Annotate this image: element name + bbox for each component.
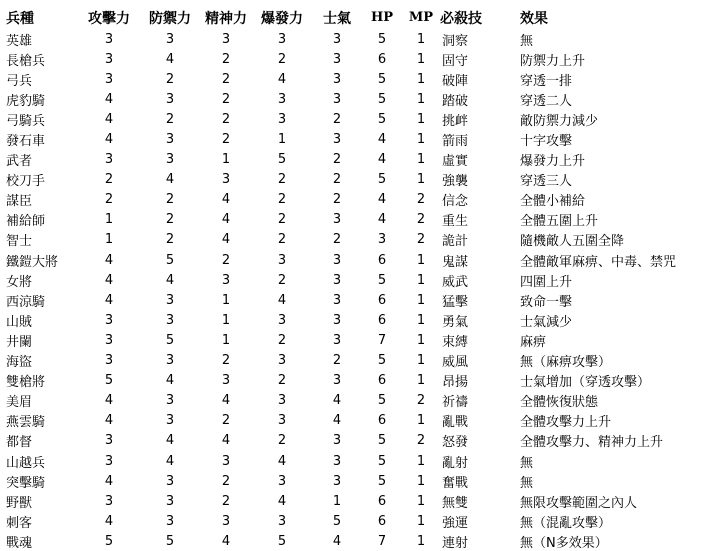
cell-effect: 隨機敵人五圍全降 [520, 234, 625, 250]
cell-spirit: 4 [221, 393, 231, 409]
cell-burst: 2 [277, 332, 287, 348]
cell-attack: 4 [104, 111, 114, 127]
cell-skill: 強襲 [442, 174, 469, 190]
cell-hp: 5 [377, 31, 387, 47]
cell-attack: 3 [104, 493, 114, 509]
cell-unit-name: 弓兵 [6, 73, 33, 89]
cell-attack: 3 [104, 51, 114, 67]
cell-spirit: 2 [221, 132, 231, 148]
cell-effect: 無（N多效果） [520, 535, 608, 551]
table-row [0, 511, 702, 531]
cell-spirit: 4 [221, 212, 231, 228]
cell-unit-name: 戰魂 [6, 535, 33, 551]
cell-spirit: 4 [221, 533, 231, 549]
cell-defense: 2 [165, 232, 175, 248]
cell-morale: 3 [332, 433, 342, 449]
cell-unit-name: 刺客 [6, 515, 33, 531]
cell-attack: 3 [104, 312, 114, 328]
header-burst: 爆發力 [261, 10, 303, 27]
cell-mp: 1 [416, 353, 426, 369]
cell-mp: 1 [416, 111, 426, 127]
cell-attack: 3 [104, 31, 114, 47]
header-skill: 必殺技 [440, 10, 482, 27]
cell-attack: 4 [104, 513, 114, 529]
table-row [0, 270, 702, 290]
cell-mp: 1 [416, 493, 426, 509]
cell-spirit: 1 [221, 292, 231, 308]
cell-morale: 3 [332, 252, 342, 268]
cell-skill: 鬼謀 [442, 254, 469, 270]
cell-mp: 1 [416, 473, 426, 489]
cell-attack: 3 [104, 71, 114, 87]
cell-defense: 3 [165, 31, 175, 47]
cell-effect: 無（混亂攻擊） [520, 515, 612, 531]
cell-spirit: 2 [221, 71, 231, 87]
cell-spirit: 2 [221, 413, 231, 429]
header-attack: 攻擊力 [88, 10, 130, 27]
cell-attack: 4 [104, 272, 114, 288]
cell-hp: 5 [377, 111, 387, 127]
cell-skill: 強運 [442, 515, 469, 531]
cell-skill: 詭計 [442, 234, 469, 250]
table-row [0, 29, 702, 49]
cell-skill: 亂戰 [442, 415, 469, 431]
cell-attack: 4 [104, 91, 114, 107]
cell-unit-name: 燕雲騎 [6, 415, 46, 431]
cell-defense: 3 [165, 353, 175, 369]
cell-morale: 3 [332, 212, 342, 228]
cell-morale: 2 [332, 172, 342, 188]
cell-defense: 4 [165, 51, 175, 67]
cell-effect: 無 [520, 455, 534, 471]
cell-spirit: 3 [221, 373, 231, 389]
cell-skill: 無雙 [442, 495, 469, 511]
cell-effect: 爆發力上升 [520, 154, 586, 170]
cell-unit-name: 都督 [6, 435, 33, 451]
cell-morale: 3 [332, 373, 342, 389]
cell-skill: 奮戰 [442, 475, 469, 491]
cell-spirit: 3 [221, 453, 231, 469]
cell-morale: 4 [332, 393, 342, 409]
cell-mp: 1 [416, 31, 426, 47]
cell-burst: 3 [277, 91, 287, 107]
cell-unit-name: 山賊 [6, 314, 33, 330]
cell-mp: 1 [416, 533, 426, 549]
cell-effect: 穿透一排 [520, 73, 573, 89]
cell-mp: 1 [416, 51, 426, 67]
cell-mp: 1 [416, 172, 426, 188]
cell-unit-name: 海盜 [6, 355, 33, 371]
cell-mp: 2 [416, 232, 426, 248]
table-row [0, 170, 702, 190]
cell-skill: 威武 [442, 274, 469, 290]
cell-spirit: 1 [221, 152, 231, 168]
cell-burst: 2 [277, 373, 287, 389]
cell-hp: 4 [377, 152, 387, 168]
cell-defense: 3 [165, 393, 175, 409]
cell-attack: 4 [104, 413, 114, 429]
header-hp: HP [370, 10, 394, 25]
cell-morale: 1 [332, 493, 342, 509]
cell-burst: 3 [277, 31, 287, 47]
cell-burst: 2 [277, 272, 287, 288]
cell-spirit: 2 [221, 51, 231, 67]
table-row [0, 391, 702, 411]
cell-defense: 4 [165, 272, 175, 288]
cell-burst: 4 [277, 453, 287, 469]
cell-spirit: 1 [221, 312, 231, 328]
cell-morale: 3 [332, 473, 342, 489]
cell-effect: 士氣減少 [520, 314, 573, 330]
table-body [0, 29, 702, 551]
cell-effect: 全體敵軍麻痹、中毒、禁咒 [520, 254, 677, 270]
cell-mp: 1 [416, 132, 426, 148]
cell-skill: 信念 [442, 194, 469, 210]
cell-skill: 連射 [442, 535, 469, 551]
cell-mp: 1 [416, 71, 426, 87]
cell-burst: 1 [277, 132, 287, 148]
table-header-row [0, 6, 702, 29]
cell-attack: 3 [104, 332, 114, 348]
cell-skill: 猛擊 [442, 294, 469, 310]
cell-mp: 1 [416, 373, 426, 389]
cell-spirit: 4 [221, 192, 231, 208]
cell-unit-name: 發石車 [6, 134, 46, 150]
cell-effect: 無 [520, 475, 534, 491]
cell-attack: 5 [104, 373, 114, 389]
cell-morale: 3 [332, 51, 342, 67]
cell-skill: 怒發 [442, 435, 469, 451]
cell-unit-name: 弓騎兵 [6, 113, 46, 129]
cell-defense: 5 [165, 332, 175, 348]
cell-effect: 敵防禦力減少 [520, 113, 599, 129]
table-row [0, 471, 702, 491]
cell-attack: 2 [104, 172, 114, 188]
cell-burst: 3 [277, 353, 287, 369]
cell-morale: 4 [332, 533, 342, 549]
table-row [0, 150, 702, 170]
cell-defense: 4 [165, 172, 175, 188]
cell-effect: 無 [520, 33, 534, 49]
cell-spirit: 3 [221, 31, 231, 47]
cell-spirit: 4 [221, 232, 231, 248]
cell-attack: 4 [104, 473, 114, 489]
cell-skill: 勇氣 [442, 314, 469, 330]
table-row [0, 310, 702, 330]
cell-attack: 3 [104, 433, 114, 449]
cell-hp: 5 [377, 453, 387, 469]
cell-defense: 3 [165, 132, 175, 148]
cell-mp: 1 [416, 453, 426, 469]
cell-unit-name: 武者 [6, 154, 33, 170]
cell-morale: 3 [332, 71, 342, 87]
cell-mp: 1 [416, 152, 426, 168]
cell-effect: 全體攻擊力上升 [520, 415, 612, 431]
header-morale: 士氣 [323, 10, 351, 27]
cell-burst: 3 [277, 513, 287, 529]
cell-skill: 洞察 [442, 33, 469, 49]
cell-unit-name: 野獸 [6, 495, 33, 511]
cell-burst: 3 [277, 111, 287, 127]
cell-hp: 7 [377, 533, 387, 549]
cell-spirit: 2 [221, 353, 231, 369]
cell-unit-name: 虎豹騎 [6, 93, 46, 109]
cell-hp: 6 [377, 312, 387, 328]
cell-attack: 3 [104, 152, 114, 168]
cell-hp: 6 [377, 292, 387, 308]
cell-attack: 3 [104, 353, 114, 369]
cell-unit-name: 校刀手 [6, 174, 46, 190]
cell-morale: 3 [332, 312, 342, 328]
cell-defense: 2 [165, 212, 175, 228]
cell-hp: 5 [377, 272, 387, 288]
cell-spirit: 1 [221, 332, 231, 348]
cell-morale: 2 [332, 152, 342, 168]
cell-hp: 6 [377, 373, 387, 389]
table-row [0, 129, 702, 149]
cell-effect: 穿透三人 [520, 174, 573, 190]
cell-morale: 2 [332, 353, 342, 369]
cell-defense: 4 [165, 433, 175, 449]
header-defense: 防禦力 [149, 10, 191, 27]
cell-skill: 挑衅 [442, 113, 469, 129]
cell-mp: 1 [416, 91, 426, 107]
cell-morale: 2 [332, 192, 342, 208]
cell-morale: 3 [332, 31, 342, 47]
table-row [0, 451, 702, 471]
cell-defense: 2 [165, 71, 175, 87]
cell-defense: 5 [165, 533, 175, 549]
cell-effect: 麻痹 [520, 334, 547, 350]
cell-skill: 昂揚 [442, 375, 469, 391]
cell-burst: 2 [277, 51, 287, 67]
cell-spirit: 2 [221, 91, 231, 107]
cell-burst: 3 [277, 473, 287, 489]
cell-hp: 5 [377, 91, 387, 107]
cell-spirit: 3 [221, 272, 231, 288]
cell-defense: 3 [165, 312, 175, 328]
table-row [0, 49, 702, 69]
cell-defense: 3 [165, 91, 175, 107]
cell-effect: 四圍上升 [520, 274, 573, 290]
cell-mp: 2 [416, 393, 426, 409]
cell-attack: 1 [104, 232, 114, 248]
cell-defense: 3 [165, 513, 175, 529]
table-row [0, 69, 702, 89]
cell-mp: 1 [416, 332, 426, 348]
cell-spirit: 4 [221, 433, 231, 449]
unit-stats-table [0, 6, 702, 551]
cell-effect: 士氣增加（穿透攻擊） [520, 375, 651, 391]
cell-skill: 踏破 [442, 93, 469, 109]
cell-unit-name: 鐵鎧大將 [6, 254, 59, 270]
cell-effect: 全體小補給 [520, 194, 586, 210]
table-row [0, 491, 702, 511]
cell-burst: 2 [277, 192, 287, 208]
cell-skill: 束縛 [442, 334, 469, 350]
cell-unit-name: 雙槍將 [6, 375, 46, 391]
table-row [0, 411, 702, 431]
table-row [0, 89, 702, 109]
cell-unit-name: 山越兵 [6, 455, 46, 471]
cell-burst: 3 [277, 393, 287, 409]
table-row [0, 431, 702, 451]
cell-spirit: 2 [221, 473, 231, 489]
cell-defense: 5 [165, 252, 175, 268]
cell-mp: 1 [416, 312, 426, 328]
cell-burst: 2 [277, 212, 287, 228]
cell-unit-name: 長槍兵 [6, 53, 46, 69]
cell-skill: 箭雨 [442, 134, 469, 150]
cell-effect: 全體五圍上升 [520, 214, 599, 230]
header-effect: 效果 [520, 10, 548, 27]
cell-unit-name: 補給師 [6, 214, 46, 230]
cell-hp: 7 [377, 332, 387, 348]
cell-morale: 2 [332, 232, 342, 248]
table-row [0, 210, 702, 230]
cell-effect: 穿透二人 [520, 93, 573, 109]
table-row [0, 330, 702, 350]
cell-hp: 6 [377, 513, 387, 529]
cell-unit-name: 謀臣 [6, 194, 33, 210]
cell-hp: 5 [377, 71, 387, 87]
header-unit: 兵種 [6, 10, 34, 27]
cell-effect: 致命一擊 [520, 294, 573, 310]
cell-burst: 4 [277, 71, 287, 87]
cell-defense: 2 [165, 192, 175, 208]
cell-burst: 2 [277, 433, 287, 449]
cell-morale: 3 [332, 453, 342, 469]
cell-unit-name: 智士 [6, 234, 33, 250]
cell-attack: 4 [104, 393, 114, 409]
cell-hp: 5 [377, 473, 387, 489]
cell-hp: 4 [377, 192, 387, 208]
cell-spirit: 3 [221, 513, 231, 529]
cell-morale: 3 [332, 272, 342, 288]
cell-spirit: 2 [221, 252, 231, 268]
cell-burst: 2 [277, 172, 287, 188]
cell-hp: 6 [377, 252, 387, 268]
table-row [0, 351, 702, 371]
header-spirit: 精神力 [205, 10, 247, 27]
cell-attack: 4 [104, 292, 114, 308]
cell-hp: 3 [377, 232, 387, 248]
cell-attack: 4 [104, 252, 114, 268]
cell-burst: 5 [277, 533, 287, 549]
cell-hp: 6 [377, 413, 387, 429]
cell-morale: 3 [332, 132, 342, 148]
table-row [0, 250, 702, 270]
cell-mp: 1 [416, 513, 426, 529]
cell-mp: 2 [416, 433, 426, 449]
table-row [0, 371, 702, 391]
cell-defense: 4 [165, 453, 175, 469]
cell-defense: 3 [165, 152, 175, 168]
cell-attack: 4 [104, 132, 114, 148]
cell-mp: 1 [416, 292, 426, 308]
cell-mp: 1 [416, 252, 426, 268]
cell-mp: 2 [416, 212, 426, 228]
table-row [0, 230, 702, 250]
cell-burst: 4 [277, 292, 287, 308]
cell-burst: 4 [277, 493, 287, 509]
cell-defense: 3 [165, 292, 175, 308]
cell-skill: 威風 [442, 355, 469, 371]
cell-skill: 虛實 [442, 154, 469, 170]
table-row [0, 531, 702, 551]
cell-morale: 3 [332, 332, 342, 348]
cell-mp: 1 [416, 272, 426, 288]
cell-unit-name: 英雄 [6, 33, 33, 49]
cell-unit-name: 井闌 [6, 334, 33, 350]
cell-effect: 全體恢復狀態 [520, 395, 599, 411]
cell-attack: 2 [104, 192, 114, 208]
cell-morale: 3 [332, 292, 342, 308]
table-row [0, 290, 702, 310]
cell-attack: 5 [104, 533, 114, 549]
cell-effect: 全體攻擊力、精神力上升 [520, 435, 664, 451]
cell-effect: 無限攻擊範圍之內人 [520, 495, 638, 511]
cell-morale: 5 [332, 513, 342, 529]
cell-attack: 1 [104, 212, 114, 228]
cell-skill: 祈禱 [442, 395, 469, 411]
cell-mp: 2 [416, 192, 426, 208]
cell-burst: 3 [277, 252, 287, 268]
cell-morale: 2 [332, 111, 342, 127]
cell-burst: 5 [277, 152, 287, 168]
cell-hp: 5 [377, 433, 387, 449]
cell-hp: 4 [377, 132, 387, 148]
cell-burst: 3 [277, 312, 287, 328]
table-row [0, 190, 702, 210]
cell-morale: 4 [332, 413, 342, 429]
cell-spirit: 2 [221, 493, 231, 509]
cell-effect: 無（麻痹攻擊） [520, 355, 612, 371]
cell-defense: 4 [165, 373, 175, 389]
cell-hp: 6 [377, 51, 387, 67]
cell-burst: 2 [277, 232, 287, 248]
cell-spirit: 2 [221, 111, 231, 127]
cell-mp: 1 [416, 413, 426, 429]
cell-effect: 十字攻擊 [520, 134, 573, 150]
cell-unit-name: 突擊騎 [6, 475, 46, 491]
cell-skill: 破陣 [442, 73, 469, 89]
cell-unit-name: 美眉 [6, 395, 33, 411]
cell-hp: 4 [377, 212, 387, 228]
cell-hp: 5 [377, 172, 387, 188]
cell-skill: 重生 [442, 214, 469, 230]
cell-defense: 3 [165, 493, 175, 509]
header-mp: MP [408, 10, 434, 25]
cell-burst: 3 [277, 413, 287, 429]
cell-attack: 3 [104, 453, 114, 469]
cell-morale: 3 [332, 91, 342, 107]
cell-defense: 3 [165, 473, 175, 489]
cell-skill: 亂射 [442, 455, 469, 471]
cell-spirit: 3 [221, 172, 231, 188]
cell-hp: 6 [377, 493, 387, 509]
cell-unit-name: 女將 [6, 274, 33, 290]
cell-defense: 3 [165, 413, 175, 429]
cell-unit-name: 西涼騎 [6, 294, 46, 310]
cell-hp: 5 [377, 393, 387, 409]
cell-hp: 5 [377, 353, 387, 369]
table-row [0, 109, 702, 129]
cell-effect: 防禦力上升 [520, 53, 586, 69]
cell-defense: 2 [165, 111, 175, 127]
cell-skill: 固守 [442, 53, 469, 69]
